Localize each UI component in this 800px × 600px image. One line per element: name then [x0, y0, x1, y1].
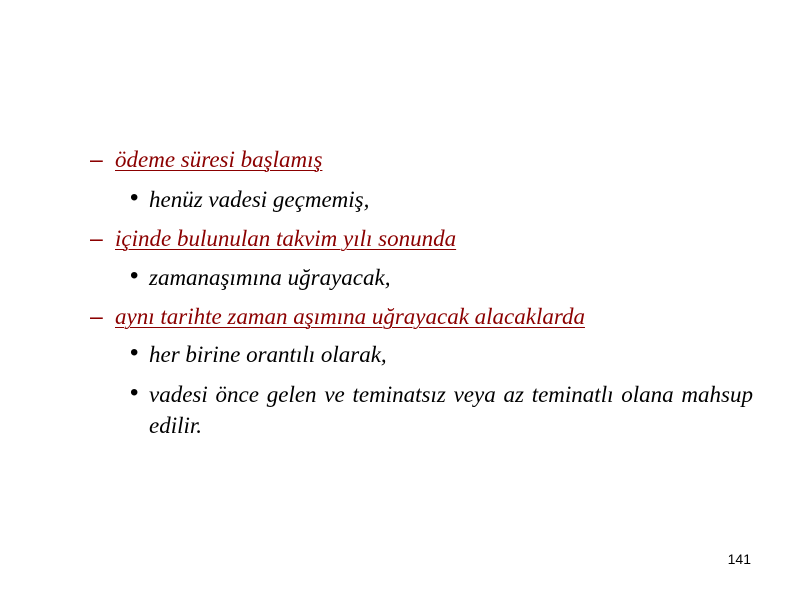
bullet-icon: • [130, 184, 139, 211]
dash-marker-icon: – [90, 225, 103, 251]
bullet-item [0, 262, 800, 293]
bullet-text: vadesi önce gelen ve teminatsız veya az teminatlı olana mahsup edilir. [149, 382, 753, 438]
bullet-text: her birine orantılı olarak, [149, 342, 387, 367]
bullet-text: henüz vadesi geçmemiş, [149, 187, 370, 212]
topic-item [0, 144, 800, 175]
bullet-icon: • [130, 379, 139, 406]
topic-text: içinde bulunulan takvim yılı sonunda [115, 226, 457, 251]
bullet-item [0, 379, 800, 441]
bullet-icon: • [130, 262, 139, 289]
dash-marker-icon: – [90, 303, 103, 329]
bullet-text: zamanaşımına uğrayacak, [149, 265, 391, 290]
page-number: 141 [727, 551, 751, 567]
topic-item [0, 301, 800, 332]
topic-text: aynı tarihte zaman aşımına uğrayacak alacaklarda [115, 304, 585, 329]
bullet-item [0, 339, 800, 370]
bullet-icon: • [130, 339, 139, 366]
bullet-item [0, 184, 800, 215]
topic-item [0, 223, 800, 254]
topic-text: ödeme süresi başlamış [115, 147, 323, 172]
dash-marker-icon: – [90, 146, 103, 172]
